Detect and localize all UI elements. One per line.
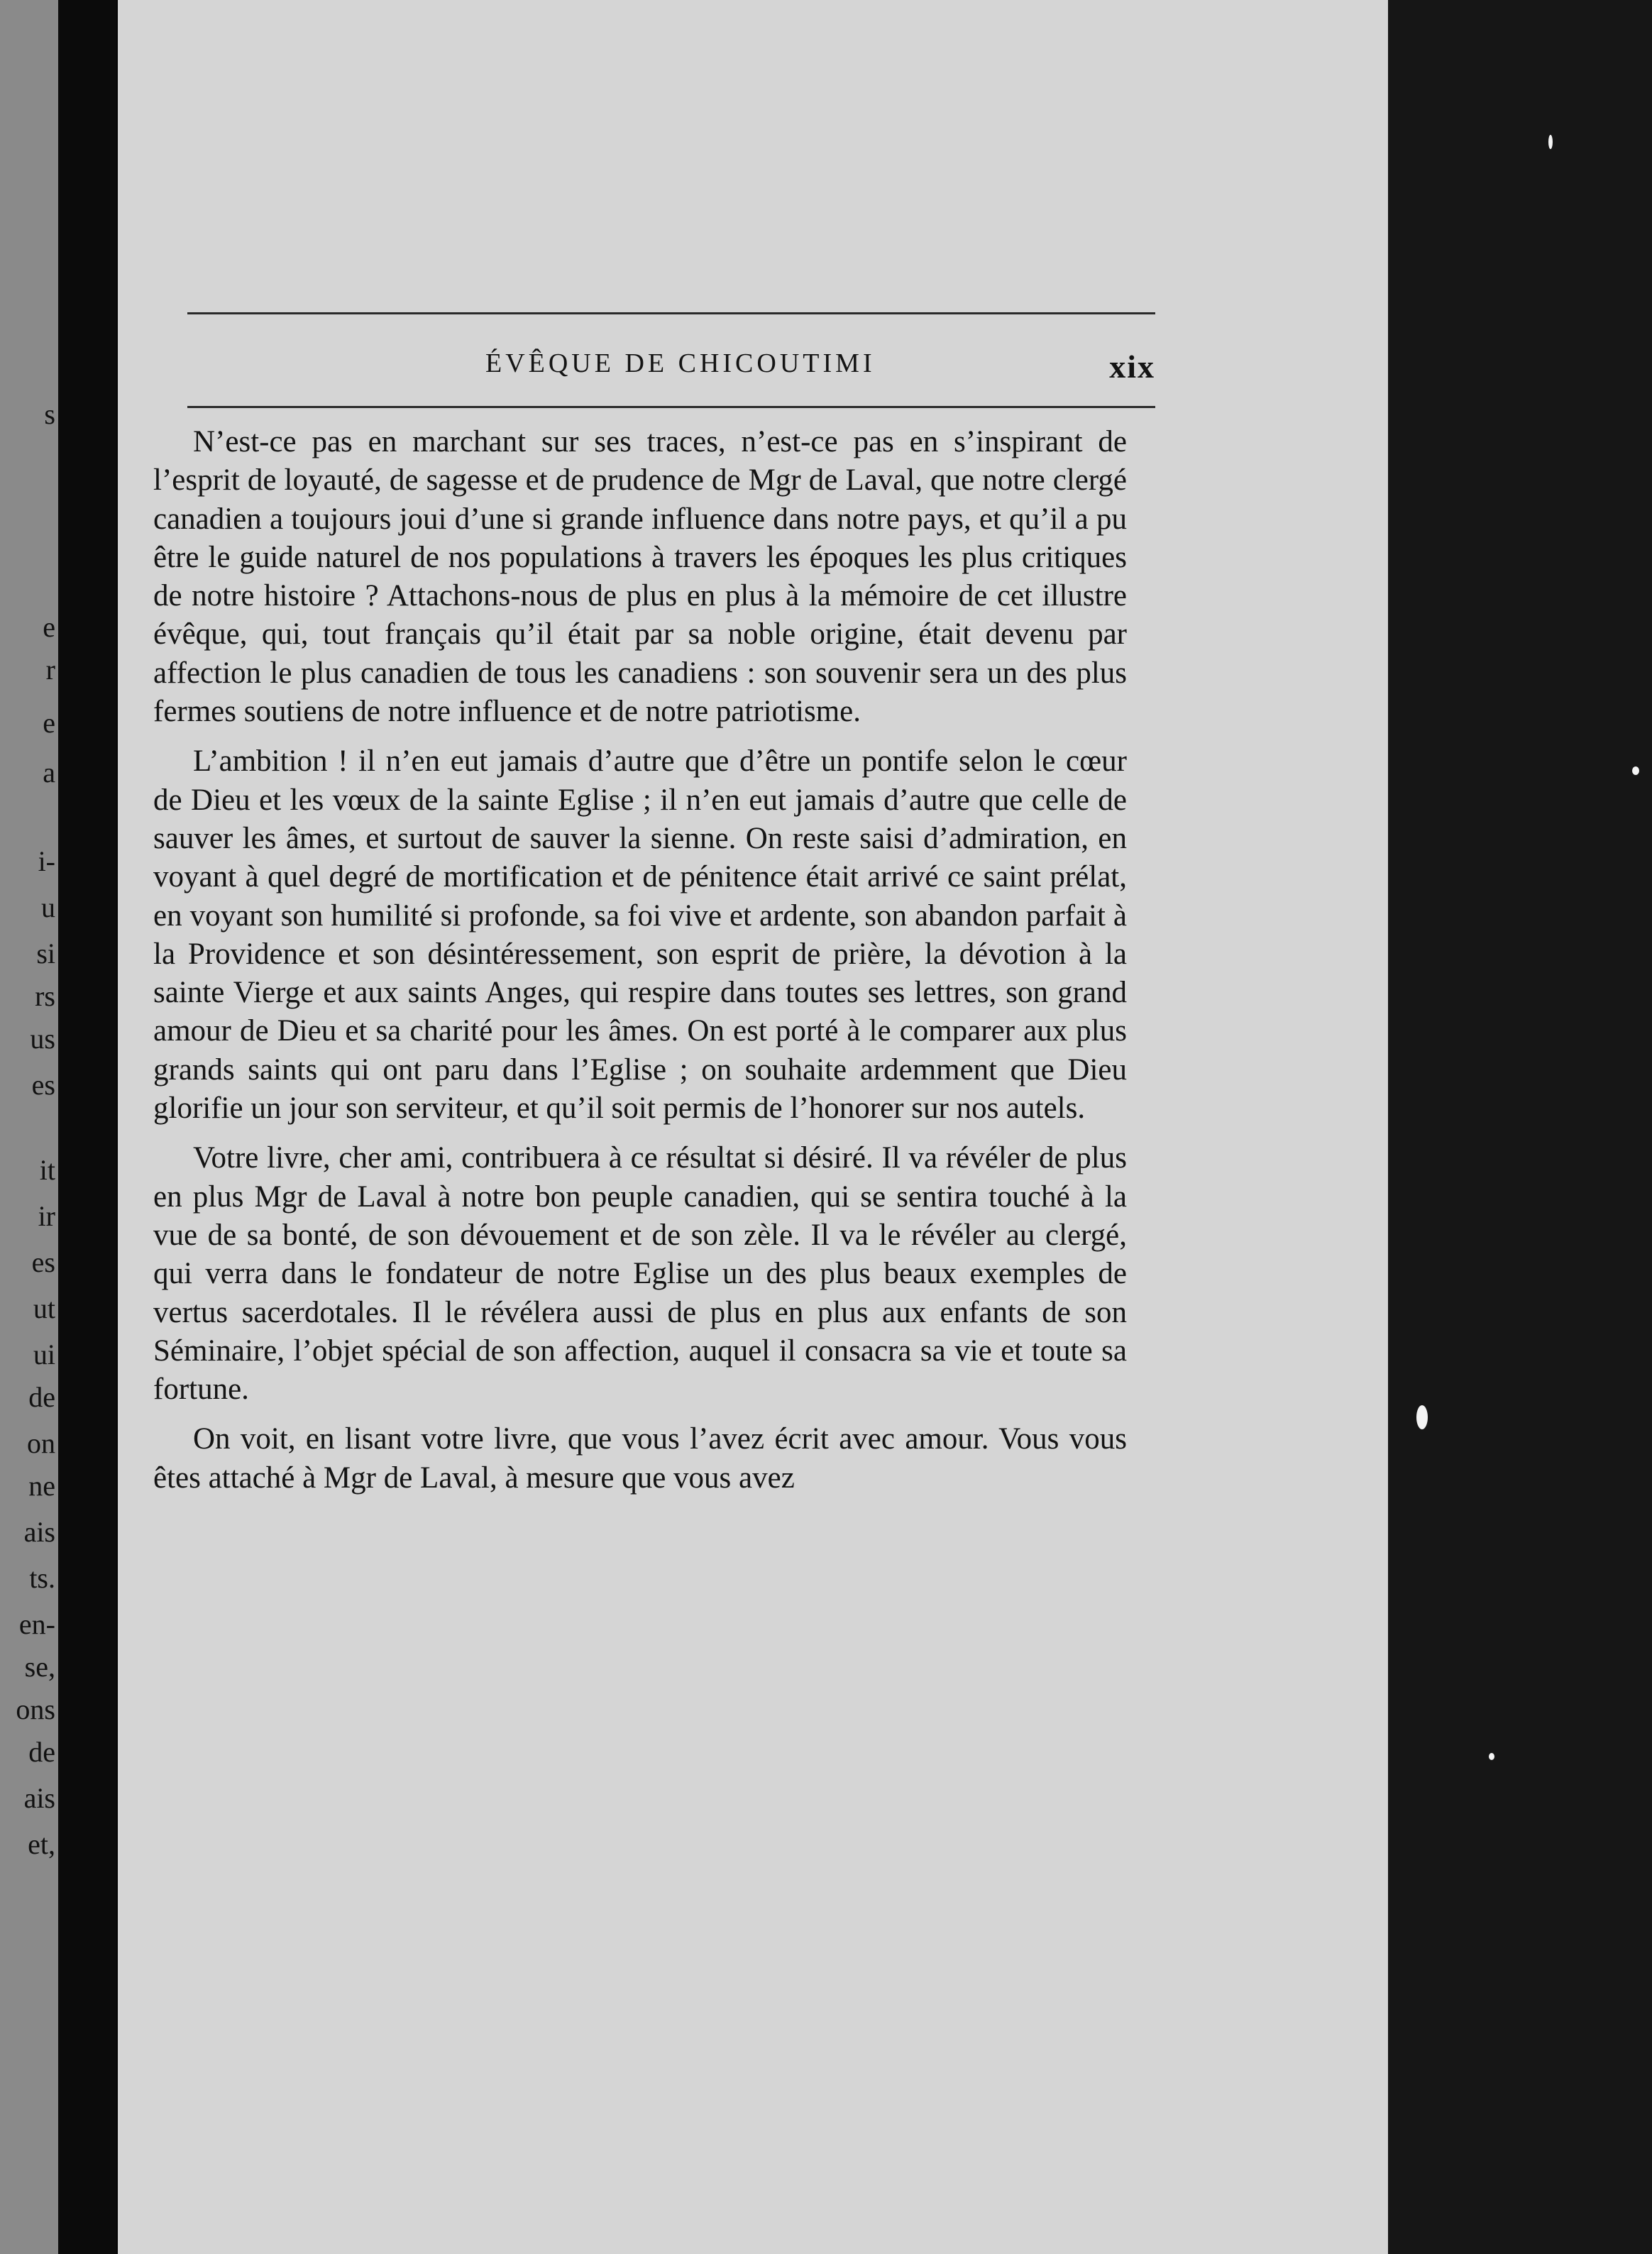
previous-page-fragment: ui xyxy=(33,1338,55,1370)
previous-page-fragment: on xyxy=(27,1427,55,1459)
previous-page-fragment: si xyxy=(36,938,55,969)
page-number: xix xyxy=(1109,348,1155,385)
previous-page-fragment: r xyxy=(45,654,55,686)
previous-page-fragment: ir xyxy=(38,1200,55,1232)
previous-page-fragment: a xyxy=(43,757,55,788)
previous-page-fragment: ne xyxy=(28,1470,55,1502)
previous-page-fragment: it xyxy=(39,1154,55,1186)
previous-page-fragment: rs xyxy=(35,980,55,1012)
previous-page-fragment: ais xyxy=(23,1782,55,1814)
previous-page-fragment: et, xyxy=(28,1828,55,1860)
previous-page-fragment: us xyxy=(30,1023,55,1055)
previous-page-fragment: de xyxy=(28,1736,55,1768)
previous-page-fragment: ut xyxy=(33,1292,55,1324)
previous-page-fragment: i- xyxy=(38,845,55,877)
dust-speck xyxy=(1632,766,1639,775)
previous-page-fragment: ons xyxy=(16,1693,55,1725)
previous-page-fragments xyxy=(1,0,58,2254)
body-text xyxy=(153,423,1127,1497)
book-gutter xyxy=(58,0,116,2254)
previous-page-fragment: ais xyxy=(23,1516,55,1548)
previous-page-fragment: es xyxy=(31,1246,55,1278)
header-rule-top xyxy=(187,312,1155,314)
previous-page-fragment: en- xyxy=(18,1608,55,1640)
paragraph: On voit, en lisant votre livre, que vous l’avez écrit avec amour. Vous vous êtes attaché à Mgr de Laval, à mesure que vous avez xyxy=(153,1422,1127,1495)
paragraph: N’est-ce pas en marchant sur ses traces, n’est-ce pas en s’inspirant de l’esprit de loyauté, de sagesse et de prudence de Mgr de Laval, que notre clergé canadien a toujours joui d’une si grande influence dans notre pays, et qu’il a pu être le guide naturel de nos populations à travers les époques les plus critiques de notre histoire ? Attachons-nous de plus en plus à la mémoire de cet illustre évêque, qui, tout français qu’il était par sa noble origine, était devenu par affection le plus canadien de tous les canadiens : son souvenir sera un des plus fermes soutiens de notre influence et de notre patriotisme. xyxy=(153,425,1127,729)
previous-page-fragment: s xyxy=(44,398,55,430)
previous-page-fragment: e xyxy=(43,707,55,739)
previous-page-fragment: e xyxy=(43,611,55,643)
header-rule-bottom xyxy=(187,406,1155,408)
previous-page-fragment: ts. xyxy=(29,1562,55,1594)
running-head-title: ÉVÊQUE DE CHICOUTIMI xyxy=(485,348,876,378)
previous-page-edge xyxy=(0,0,58,2254)
running-head xyxy=(187,348,1155,390)
scan-background-right xyxy=(1388,0,1652,2254)
paragraph: Votre livre, cher ami, contribuera à ce résultat si désiré. Il va révéler de plus en plus Mgr de Laval à notre bon peuple canadien, qui se sentira touché à la vue de sa bonté, de son dévouement et de son zèle. Il va le révéler au clergé, qui verra dans le fondateur de notre Eglise un des plus beaux exemples de vertus sacerdotales. Il le révélera aussi de plus en plus aux enfants de son Séminaire, l’objet spécial de son affection, auquel il consacra sa vie et toute sa fortune. xyxy=(153,1141,1127,1407)
dust-speck xyxy=(1489,1753,1494,1760)
paragraph: L’ambition ! il n’en eut jamais d’autre que d’être un pontife selon le cœur de Dieu et les vœux de la sainte Eglise ; il n’en eut jamais d’autre que celle de sauver les âmes, et surtout de sauver la sienne. On reste saisi d’admiration, en voyant à quel degré de mortification et de pénitence était arrivé ce saint prélat, en voyant son humilité si profonde, sa foi vive et ardente, son abandon parfait à la Providence et son désintéressement, son esprit de prière, la dévotion à la sainte Vierge et aux saints Anges, qui respire dans toutes ses lettres, son grand amour de Dieu et sa charité pour les âmes. On est porté à le comparer aux plus grands saints qui ont paru dans l’Eglise ; on souhaite ardemment que Dieu glorifie un jour son serviteur, et qu’il soit permis de l’honorer sur nos autels. xyxy=(153,744,1127,1126)
previous-page-fragment: es xyxy=(31,1069,55,1101)
dust-speck xyxy=(1416,1405,1428,1429)
previous-page-fragment: de xyxy=(28,1381,55,1413)
previous-page-fragment: u xyxy=(41,891,55,923)
previous-page-fragment: se, xyxy=(24,1651,55,1683)
dust-speck xyxy=(1548,135,1553,149)
